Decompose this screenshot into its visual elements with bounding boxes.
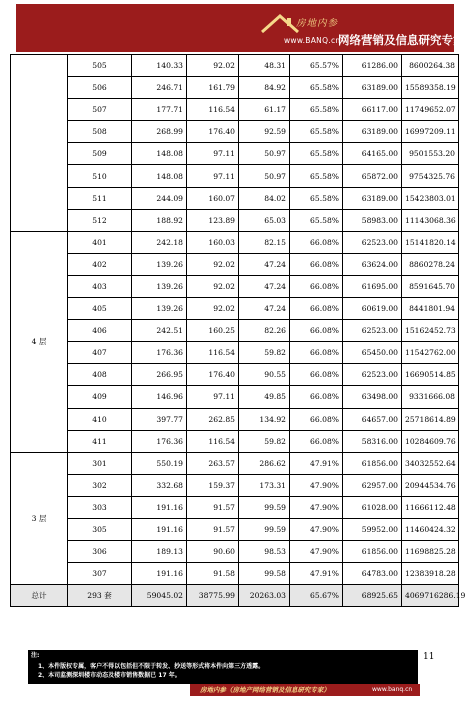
table-row [11, 474, 459, 496]
value-cell: 59952.00 [343, 518, 402, 540]
value-cell: 50.97 [239, 165, 290, 187]
value-cell: 47.90% [290, 496, 343, 518]
value-cell: 244.09 [132, 187, 187, 209]
value-cell: 61856.00 [343, 541, 402, 563]
total-cell: 20263.03 [239, 585, 290, 607]
value-cell: 91.57 [187, 496, 239, 518]
floor-cell: 4 层 [11, 231, 68, 452]
value-cell: 140.33 [132, 55, 187, 77]
value-cell: 47.24 [239, 298, 290, 320]
value-cell: 8591645.70 [402, 275, 459, 297]
value-cell: 66.08% [290, 408, 343, 430]
value-cell: 92.02 [187, 253, 239, 275]
value-cell: 116.54 [187, 342, 239, 364]
table-row [11, 77, 459, 99]
value-cell: 286.62 [239, 452, 290, 474]
value-cell: 15589358.19 [402, 77, 459, 99]
room-number-cell: 411 [68, 430, 132, 452]
value-cell: 58316.00 [343, 430, 402, 452]
value-cell: 8860278.24 [402, 253, 459, 275]
room-number-cell: 409 [68, 386, 132, 408]
value-cell: 66.08% [290, 298, 343, 320]
value-cell: 65872.00 [343, 165, 402, 187]
value-cell: 66.08% [290, 231, 343, 253]
floor-cell: 3 层 [11, 452, 68, 585]
value-cell: 61695.00 [343, 275, 402, 297]
value-cell: 64165.00 [343, 143, 402, 165]
value-cell: 139.26 [132, 298, 187, 320]
table-row [11, 563, 459, 585]
value-cell: 49.85 [239, 386, 290, 408]
value-cell: 92.02 [187, 55, 239, 77]
room-number-cell: 301 [68, 452, 132, 474]
total-cell: 65.67% [290, 585, 343, 607]
table-row [11, 231, 459, 253]
value-cell: 246.71 [132, 77, 187, 99]
value-cell: 62523.00 [343, 364, 402, 386]
value-cell: 11460424.32 [402, 518, 459, 540]
value-cell: 92.02 [187, 275, 239, 297]
table-row [11, 298, 459, 320]
value-cell: 65.58% [290, 99, 343, 121]
note-line-2: 2、本司监测深圳楼市动态及楼市销售数据已 17 年。 [38, 672, 181, 679]
room-number-cell: 407 [68, 342, 132, 364]
value-cell: 8600264.38 [402, 55, 459, 77]
table-row [11, 342, 459, 364]
value-cell: 11698825.28 [402, 541, 459, 563]
value-cell: 159.37 [187, 474, 239, 496]
brand-title: 网络营销及信息研究专家 [338, 33, 465, 47]
value-cell: 64657.00 [343, 408, 402, 430]
value-cell: 66.08% [290, 342, 343, 364]
value-cell: 62957.00 [343, 474, 402, 496]
table-row [11, 518, 459, 540]
table-row [11, 209, 459, 231]
total-cell: 68925.65 [343, 585, 402, 607]
total-label: 总计 [11, 585, 68, 607]
brand-name: 房地内参 [296, 18, 339, 29]
table-row [11, 364, 459, 386]
value-cell: 191.16 [132, 496, 187, 518]
value-cell: 90.60 [187, 541, 239, 563]
value-cell: 176.40 [187, 121, 239, 143]
value-cell: 97.11 [187, 143, 239, 165]
value-cell: 66.08% [290, 386, 343, 408]
room-number-cell: 401 [68, 231, 132, 253]
value-cell: 160.03 [187, 231, 239, 253]
value-cell: 47.90% [290, 474, 343, 496]
value-cell: 59.82 [239, 430, 290, 452]
value-cell: 11542762.00 [402, 342, 459, 364]
room-number-cell: 509 [68, 143, 132, 165]
total-cell: 293 套 [68, 585, 132, 607]
header-banner [16, 4, 465, 52]
value-cell: 160.07 [187, 187, 239, 209]
value-cell: 65.58% [290, 121, 343, 143]
value-cell: 98.53 [239, 541, 290, 563]
value-cell: 9501553.20 [402, 143, 459, 165]
value-cell: 262.85 [187, 408, 239, 430]
table-row [11, 496, 459, 518]
total-cell: 59045.02 [132, 585, 187, 607]
value-cell: 47.90% [290, 541, 343, 563]
value-cell: 34032552.64 [402, 452, 459, 474]
note-title: 注: [31, 652, 40, 659]
room-number-cell: 303 [68, 496, 132, 518]
value-cell: 139.26 [132, 275, 187, 297]
value-cell: 82.15 [239, 231, 290, 253]
value-cell: 90.55 [239, 364, 290, 386]
value-cell: 66.08% [290, 430, 343, 452]
value-cell: 9331666.08 [402, 386, 459, 408]
room-number-cell: 402 [68, 253, 132, 275]
value-cell: 176.36 [132, 430, 187, 452]
value-cell: 66.08% [290, 364, 343, 386]
value-cell: 189.13 [132, 541, 187, 563]
room-number-cell: 307 [68, 563, 132, 585]
value-cell: 47.24 [239, 253, 290, 275]
value-cell: 84.02 [239, 187, 290, 209]
value-cell: 62523.00 [343, 320, 402, 342]
value-cell: 263.57 [187, 452, 239, 474]
floor-cell [11, 55, 68, 232]
value-cell: 84.92 [239, 77, 290, 99]
value-cell: 50.97 [239, 143, 290, 165]
value-cell: 11749652.07 [402, 99, 459, 121]
value-cell: 62523.00 [343, 231, 402, 253]
value-cell: 15423803.01 [402, 187, 459, 209]
room-number-cell: 302 [68, 474, 132, 496]
room-number-cell: 403 [68, 275, 132, 297]
value-cell: 12383918.28 [402, 563, 459, 585]
value-cell: 47.91% [290, 452, 343, 474]
table-row [11, 430, 459, 452]
value-cell: 116.54 [187, 430, 239, 452]
value-cell: 242.51 [132, 320, 187, 342]
value-cell: 65.58% [290, 77, 343, 99]
page-number: 11 [423, 652, 435, 662]
value-cell: 134.92 [239, 408, 290, 430]
table-row [11, 320, 459, 342]
value-cell: 65.58% [290, 209, 343, 231]
value-cell: 16997209.11 [402, 121, 459, 143]
value-cell: 65.57% [290, 55, 343, 77]
value-cell: 139.26 [132, 253, 187, 275]
value-cell: 97.11 [187, 386, 239, 408]
value-cell: 97.11 [187, 165, 239, 187]
value-cell: 25718614.89 [402, 408, 459, 430]
room-number-cell: 510 [68, 165, 132, 187]
value-cell: 99.58 [239, 563, 290, 585]
value-cell: 92.02 [187, 298, 239, 320]
table-row [11, 143, 459, 165]
value-cell: 63189.00 [343, 121, 402, 143]
footer-url: www.banq.cn [372, 686, 413, 693]
room-number-cell: 405 [68, 298, 132, 320]
value-cell: 99.59 [239, 518, 290, 540]
value-cell: 191.16 [132, 518, 187, 540]
value-cell: 63624.00 [343, 253, 402, 275]
value-cell: 47.91% [290, 563, 343, 585]
value-cell: 61286.00 [343, 55, 402, 77]
room-number-cell: 508 [68, 121, 132, 143]
table-row [11, 452, 459, 474]
value-cell: 47.24 [239, 275, 290, 297]
value-cell: 63189.00 [343, 77, 402, 99]
table-row [11, 187, 459, 209]
sales-data-table [10, 54, 466, 607]
brand-url: www.BANQ.cn [284, 36, 341, 45]
note-line-1: 1、本件版权专属，客户不得以包括但不限于转发、抄送等形式将本件向第三方透露。 [38, 663, 265, 670]
table-row [11, 99, 459, 121]
value-cell: 61028.00 [343, 496, 402, 518]
value-cell: 191.16 [132, 563, 187, 585]
value-cell: 176.40 [187, 364, 239, 386]
value-cell: 173.31 [239, 474, 290, 496]
value-cell: 64783.00 [343, 563, 402, 585]
value-cell: 66117.00 [343, 99, 402, 121]
value-cell: 66.08% [290, 253, 343, 275]
value-cell: 161.79 [187, 77, 239, 99]
value-cell: 65.58% [290, 165, 343, 187]
value-cell: 99.59 [239, 496, 290, 518]
value-cell: 58983.00 [343, 209, 402, 231]
value-cell: 63498.00 [343, 386, 402, 408]
value-cell: 8441801.94 [402, 298, 459, 320]
value-cell: 11666112.48 [402, 496, 459, 518]
value-cell: 188.92 [132, 209, 187, 231]
room-number-cell: 512 [68, 209, 132, 231]
value-cell: 176.36 [132, 342, 187, 364]
value-cell: 15162452.73 [402, 320, 459, 342]
value-cell: 65.03 [239, 209, 290, 231]
footer-note [28, 650, 418, 684]
room-number-cell: 410 [68, 408, 132, 430]
value-cell: 11143068.36 [402, 209, 459, 231]
value-cell: 65.58% [290, 187, 343, 209]
value-cell: 15141820.14 [402, 231, 459, 253]
value-cell: 116.54 [187, 99, 239, 121]
value-cell: 66.08% [290, 275, 343, 297]
room-number-cell: 306 [68, 541, 132, 563]
value-cell: 65.58% [290, 143, 343, 165]
value-cell: 59.82 [239, 342, 290, 364]
value-cell: 91.57 [187, 518, 239, 540]
room-number-cell: 305 [68, 518, 132, 540]
value-cell: 16690514.85 [402, 364, 459, 386]
table-row [11, 386, 459, 408]
value-cell: 60619.00 [343, 298, 402, 320]
value-cell: 123.89 [187, 209, 239, 231]
value-cell: 92.59 [239, 121, 290, 143]
value-cell: 63189.00 [343, 187, 402, 209]
value-cell: 332.68 [132, 474, 187, 496]
value-cell: 47.90% [290, 518, 343, 540]
value-cell: 397.77 [132, 408, 187, 430]
value-cell: 82.26 [239, 320, 290, 342]
value-cell: 10284609.76 [402, 430, 459, 452]
table-row [11, 541, 459, 563]
footer-brand: 房地内参（房地产网络营销及信息研究专家） [200, 686, 330, 694]
value-cell: 66.08% [290, 320, 343, 342]
room-number-cell: 505 [68, 55, 132, 77]
total-cell: 4069716286.19 [402, 585, 459, 607]
table-row [11, 121, 459, 143]
value-cell: 148.08 [132, 165, 187, 187]
value-cell: 65450.00 [343, 342, 402, 364]
value-cell: 268.99 [132, 121, 187, 143]
total-cell: 38775.99 [187, 585, 239, 607]
total-row [11, 585, 459, 607]
value-cell: 48.31 [239, 55, 290, 77]
room-number-cell: 408 [68, 364, 132, 386]
value-cell: 148.08 [132, 143, 187, 165]
table-row [11, 408, 459, 430]
table-row [11, 165, 459, 187]
value-cell: 550.19 [132, 452, 187, 474]
value-cell: 146.96 [132, 386, 187, 408]
value-cell: 61856.00 [343, 452, 402, 474]
value-cell: 160.25 [187, 320, 239, 342]
value-cell: 177.71 [132, 99, 187, 121]
table-row [11, 275, 459, 297]
room-number-cell: 506 [68, 77, 132, 99]
value-cell: 91.58 [187, 563, 239, 585]
table-row [11, 55, 459, 77]
room-number-cell: 511 [68, 187, 132, 209]
value-cell: 242.18 [132, 231, 187, 253]
value-cell: 20944534.76 [402, 474, 459, 496]
value-cell: 9754325.76 [402, 165, 459, 187]
room-number-cell: 507 [68, 99, 132, 121]
value-cell: 61.17 [239, 99, 290, 121]
value-cell: 266.95 [132, 364, 187, 386]
table-row [11, 253, 459, 275]
room-number-cell: 406 [68, 320, 132, 342]
